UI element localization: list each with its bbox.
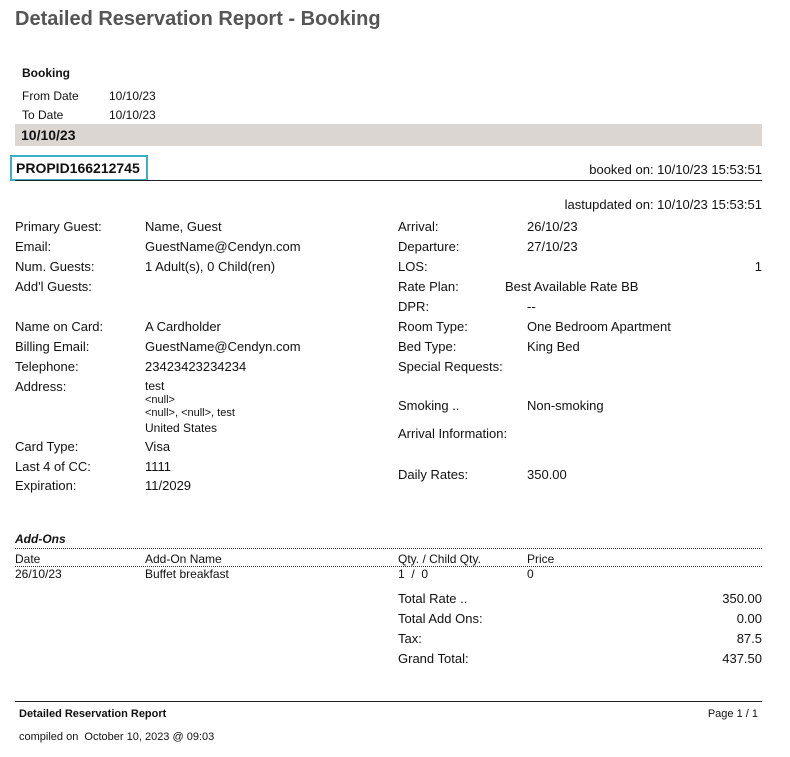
bed-type-label: Bed Type: <box>398 339 457 354</box>
addon-price: 0 <box>527 567 534 581</box>
addon-name: Buffet breakfast <box>145 567 229 581</box>
tax-label: Tax: <box>398 631 422 646</box>
primary-guest-value: Name, Guest <box>145 219 222 234</box>
daily-rates-label: Daily Rates: <box>398 467 469 482</box>
telephone-label: Telephone: <box>15 359 79 374</box>
addon-qty: 1 / 0 <box>398 567 429 581</box>
addons-col-qty: Qty. / Child Qty. <box>398 552 481 566</box>
date-group-label: 10/10/23 <box>21 127 76 143</box>
total-rate-value: 350.00 <box>722 591 762 606</box>
email-label: Email: <box>15 239 52 254</box>
email-value: GuestName@Cendyn.com <box>145 239 301 254</box>
primary-guest-label: Primary Guest: <box>15 219 102 234</box>
address-line-2: <null> <box>145 394 175 406</box>
footer-divider <box>15 701 762 702</box>
propid-divider <box>15 180 762 181</box>
los-label: LOS: <box>398 259 428 274</box>
total-rate-label: Total Rate .. <box>398 591 468 606</box>
booked-on: booked on: 10/10/23 15:53:51 <box>589 162 762 177</box>
footer-page-number: Page 1 / 1 <box>707 708 758 720</box>
billing-email-value: GuestName@Cendyn.com <box>145 339 301 354</box>
special-requests-label: Special Requests: <box>398 359 503 374</box>
num-guests-label: Num. Guests: <box>15 259 95 274</box>
last4-label: Last 4 of CC: <box>15 459 91 474</box>
section-label: Booking <box>22 66 70 80</box>
grand-total-label: Grand Total: <box>398 651 469 666</box>
report-title: Detailed Reservation Report - Booking <box>15 8 381 30</box>
arrival-label: Arrival: <box>398 219 439 234</box>
propid-box[interactable] <box>10 155 148 181</box>
telephone-value: 23423423234234 <box>145 359 247 374</box>
dpr-label: DPR: <box>398 299 430 314</box>
expiration-value: 11/2029 <box>145 478 192 493</box>
room-type-value: One Bedroom Apartment <box>527 319 671 334</box>
total-addons-label: Total Add Ons: <box>398 611 483 626</box>
addons-col-name: Add-On Name <box>145 552 222 566</box>
last-updated: lastupdated on: 10/10/23 15:53:51 <box>564 197 762 212</box>
addon-date: 26/10/23 <box>15 567 62 581</box>
address-line-4: United States <box>145 421 218 435</box>
to-date-label: To Date <box>22 108 64 122</box>
smoking-value: Non-smoking <box>527 398 604 413</box>
addons-col-date: Date <box>15 552 41 566</box>
rate-plan-label: Rate Plan: <box>398 279 459 294</box>
address-line-1: test <box>145 379 165 393</box>
name-on-card-value: A Cardholder <box>145 319 221 334</box>
from-date-label: From Date <box>22 89 79 103</box>
to-date-value: 10/10/23 <box>109 108 156 122</box>
daily-rates-value: 350.00 <box>527 467 567 482</box>
billing-email-label: Billing Email: <box>15 339 90 354</box>
footer-compiled-on: compiled on October 10, 2023 @ 09:03 <box>19 731 215 743</box>
name-on-card-label: Name on Card: <box>15 319 104 334</box>
from-date-value: 10/10/23 <box>109 89 156 103</box>
total-addons-value: 0.00 <box>736 611 762 626</box>
propid-value: PROPID166212745 <box>16 160 140 176</box>
addons-col-price: Price <box>527 552 555 566</box>
arrival-info-label: Arrival Information: <box>398 426 508 441</box>
tax-value: 87.5 <box>736 631 762 646</box>
smoking-label: Smoking .. <box>398 398 460 413</box>
date-group-bar <box>15 124 762 146</box>
last4-value: 1111 <box>145 459 172 474</box>
addl-guests-label: Add'l Guests: <box>15 279 92 294</box>
card-type-value: Visa <box>145 439 171 454</box>
addons-header-divider <box>15 566 762 567</box>
address-line-3: <null>, <null>, test <box>145 407 235 419</box>
expiration-label: Expiration: <box>15 478 77 493</box>
rate-plan-value: Best Available Rate BB <box>505 279 639 294</box>
room-type-label: Room Type: <box>398 319 468 334</box>
addons-top-divider <box>15 548 762 549</box>
address-label: Address: <box>15 379 67 394</box>
los-value: 1 <box>754 259 762 274</box>
num-guests-value: 1 Adult(s), 0 Child(ren) <box>145 259 276 274</box>
bed-type-value: King Bed <box>527 339 580 354</box>
addons-heading: Add-Ons <box>15 532 66 546</box>
departure-label: Departure: <box>398 239 460 254</box>
grand-total-value: 437.50 <box>722 651 762 666</box>
arrival-value: 26/10/23 <box>527 219 578 234</box>
footer-report-name: Detailed Reservation Report <box>19 708 167 720</box>
departure-value: 27/10/23 <box>527 239 578 254</box>
card-type-label: Card Type: <box>15 439 79 454</box>
dpr-value: -- <box>527 299 536 314</box>
